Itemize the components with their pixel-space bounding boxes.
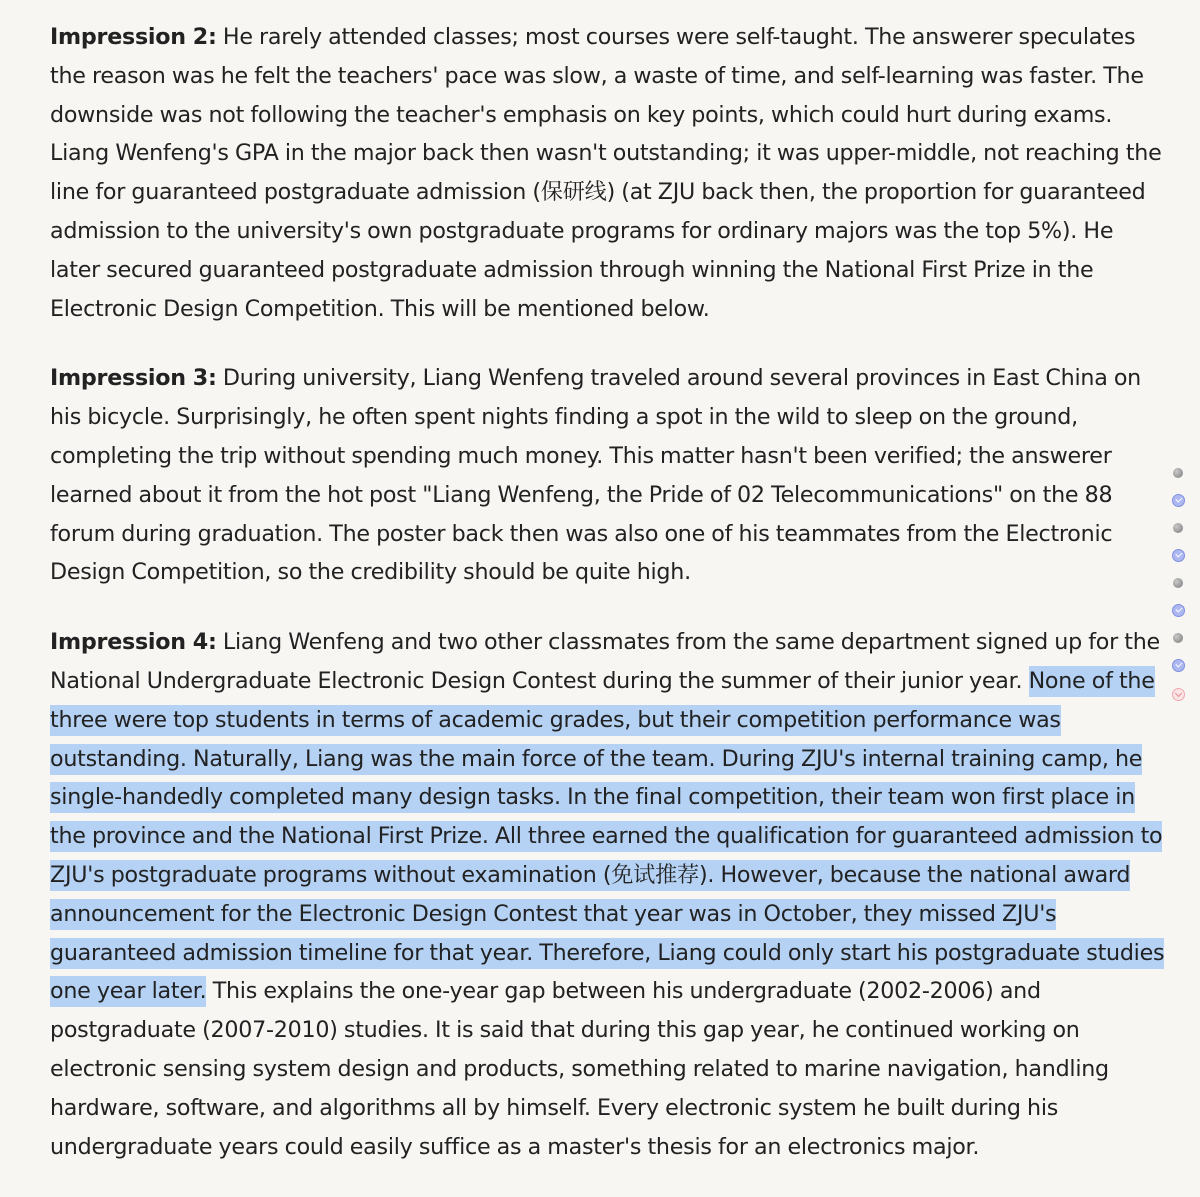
gray-dot-icon[interactable] [1173, 523, 1183, 533]
paragraph-text: During university, Liang Wenfeng traveled around several provinces in East China on his bicycle. Surprisingly, he often spent nights finding a spot in the wild to sleep on the ground, completing the trip without spending much money. This matter hasn't been verified; the answerer learned about it from the hot post "Liang Wenfeng, the Pride of 02 Telecommunications" on the 88 forum during graduation. The poster back then was also one of his teammates from the Electronic Design Competition, so the credibility should be quite high. [50, 365, 1141, 586]
side-marker-rail [1170, 468, 1186, 717]
blue-check-icon[interactable] [1172, 659, 1185, 672]
paragraph-text-before: Liang Wenfeng and two other classmates from the same department signed up for the National Undergraduate Electronic Design Contest during the summer of their junior year. [50, 629, 1160, 694]
impression-label: Impression 2: [50, 24, 217, 50]
paragraph-impression-2 [50, 18, 1168, 328]
blue-check-icon[interactable] [1172, 549, 1185, 562]
impression-label: Impression 4: [50, 629, 217, 656]
blue-check-icon[interactable] [1172, 494, 1185, 507]
selected-text-highlight[interactable]: None of the three were top students in terms of academic grades, but their competition performance was outstanding. Naturally, Liang was the main force of the team. During ZJU's internal training camp, he single-handedly completed many design tasks. In the final competition, their team won first place in the province and the National First Prize. All three earned the qualification for guaranteed admission to ZJU's postgraduate programs without examination (免试推荐). However, because the national award announcement for the Electronic Design Contest that year was in October, they missed ZJU's guaranteed admission timeline for that year. Therefore, Liang could only start his postgraduate studies one year later. [50, 666, 1164, 1007]
gray-dot-icon[interactable] [1173, 578, 1183, 588]
gray-dot-icon[interactable] [1173, 633, 1183, 643]
paragraph-text-after: This explains the one-year gap between his undergraduate (2002-2006) and postgraduate (2007-2010) studies. It is said that during this gap year, he continued working on electronic sensing system design and products, something related to marine navigation, handling hardware, software, and algorithms all by himself. Every electronic system he built during his undergraduate years could easily suffice as a master's thesis for an electronics major. [50, 978, 1109, 1160]
paragraph-impression-4 [50, 623, 1168, 1166]
paragraph-impression-3 [50, 359, 1168, 592]
paragraph-text: He rarely attended classes; most courses were self-taught. The answerer speculates the reason was he felt the teachers' pace was slow, a waste of time, and self-learning was faster. The downside was not following the teacher's emphasis on key points, which could hurt during exams. Liang Wenfeng's GPA in the major back then wasn't outstanding; it was upper-middle, not reaching the line for guaranteed postgraduate admission (保研线) (at ZJU back then, the proportion for guaranteed admission to the university's own postgraduate programs for ordinary majors was the top 5%). He later secured guaranteed postgraduate admission through winning the National First Prize in the Electronic Design Competition. This will be mentioned below. [50, 24, 1162, 322]
impression-label: Impression 3: [50, 365, 217, 392]
gray-dot-icon[interactable] [1173, 468, 1183, 478]
article-body [50, 18, 1168, 1197]
blue-check-icon[interactable] [1172, 604, 1185, 617]
red-chevron-icon[interactable] [1172, 688, 1185, 701]
